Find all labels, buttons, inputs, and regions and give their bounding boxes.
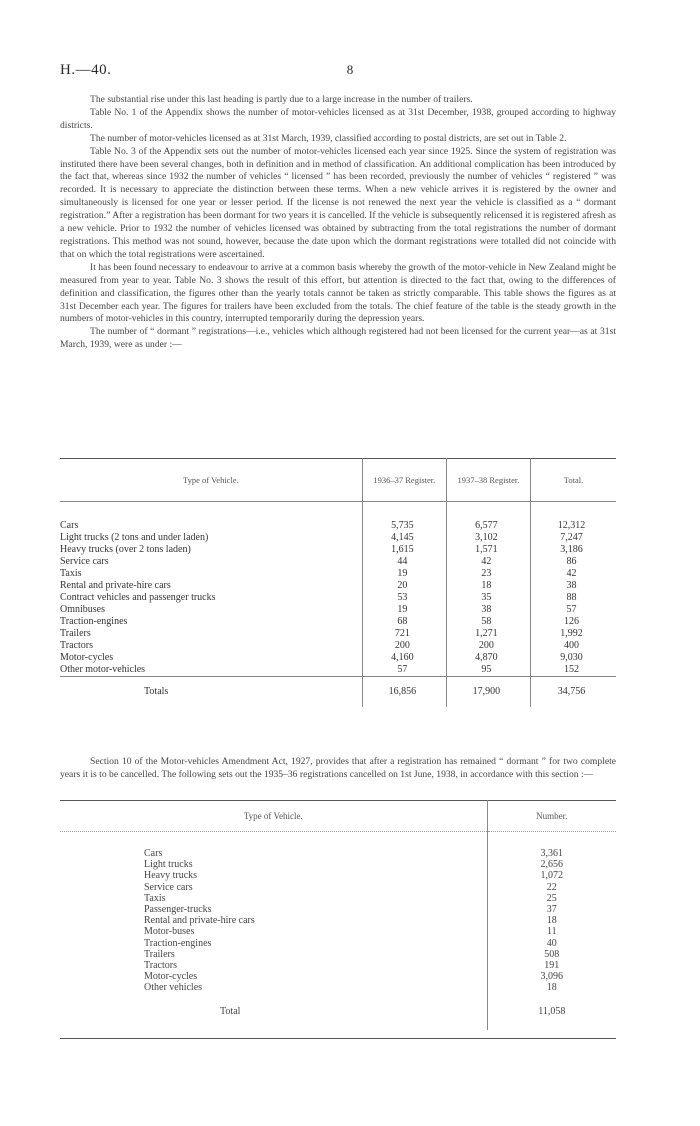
- vehicle-type: Cars: [60, 520, 79, 531]
- table-row: [60, 848, 616, 859]
- table-row: [60, 556, 616, 568]
- vehicle-type: Traction-engines: [60, 616, 128, 627]
- value-total: 88: [530, 592, 616, 604]
- value-1937-38: 23: [446, 568, 530, 580]
- table-row: [60, 628, 616, 640]
- table-row: [60, 904, 616, 915]
- table-row: [60, 859, 616, 870]
- table-row: [60, 915, 616, 926]
- table-header-row: [60, 801, 616, 832]
- value-total: 7,247: [530, 532, 616, 544]
- value-1936-37: 57: [362, 664, 446, 677]
- value-1937-38: 1,571: [446, 544, 530, 556]
- vehicle-count: 22: [487, 882, 616, 893]
- value-total: 400: [530, 640, 616, 652]
- value-1937-38: 3,102: [446, 532, 530, 544]
- value-1937-38: 18: [446, 580, 530, 592]
- intro-text: [60, 94, 616, 352]
- value-1937-38: 42: [446, 556, 530, 568]
- table-row: [60, 580, 616, 592]
- value-1937-38: 1,271: [446, 628, 530, 640]
- table-row: [60, 592, 616, 604]
- paragraph: The substantial rise under this last heading is partly due to a large increase in the number of trailers.: [90, 94, 473, 105]
- value-total: 1,992: [530, 628, 616, 640]
- totals-row: [60, 677, 616, 708]
- vehicle-type: Light trucks: [144, 859, 193, 871]
- dormant-registrations-table: [60, 458, 616, 707]
- table-row: [60, 616, 616, 628]
- value-total: 3,186: [530, 544, 616, 556]
- totals-1936-37: 16,856: [362, 677, 446, 708]
- vehicle-type: Rental and private-hire cars: [144, 915, 255, 927]
- total-label: Total: [220, 1006, 241, 1018]
- paragraph: The number of “ dormant ” registrations—i.e., vehicles which although registered had not been licensed for the current year—as at 31st March, 1939, were as under :—: [60, 326, 616, 351]
- value-total: 126: [530, 616, 616, 628]
- vehicle-count: 18: [487, 982, 616, 993]
- totals-total: 34,756: [530, 677, 616, 708]
- vehicle-count: 18: [487, 915, 616, 926]
- value-1936-37: 1,615: [362, 544, 446, 556]
- value-1937-38: 58: [446, 616, 530, 628]
- totals-1937-38: 17,900: [446, 677, 530, 708]
- bottom-rule: [60, 1038, 616, 1039]
- column-header-type: Type of Vehicle.: [60, 801, 487, 832]
- table-body: [60, 832, 616, 994]
- vehicle-count: 40: [487, 938, 616, 949]
- value-1936-37: 4,160: [362, 652, 446, 664]
- paragraph: Table No. 3 of the Appendix sets out the number of motor-vehicles licensed each year since 1925. Since the system of registration was instituted there have been several changes, both in definition and in method of classification. An additional complication has been introduced by the fact that, whereas since 1932 the number of vehicles “ licensed ” has been recorded, previously the number of vehicles “ registered ” was recorded. It is necessary to appreciate the distinction between these terms. When a new vehicle arrives it is registered by the owner and simultaneously is licensed for one year or lesser period. If the license is not renewed the next year the vehicle is classified as a “ dormant registration.” After a registration has been dormant for two years it is cancelled. If the vehicle is subsequently relicensed it is registered afresh as a new vehicle. Prior to 1932 the number of vehicles licensed was obtained by subtracting from the total registrations the number of dormant registrations. This method was not sound, however, because the date upon which the dormant registrations were totalled did not coincide with that on which the total registrations were ascertained.: [60, 145, 616, 260]
- column-header-1936-37: 1936–37 Register.: [362, 459, 446, 502]
- vehicle-type: Heavy trucks (over 2 tons laden): [60, 544, 191, 555]
- column-header-number: Number.: [487, 801, 616, 832]
- value-total: 38: [530, 580, 616, 592]
- page-header: [60, 62, 640, 82]
- vehicle-type: Taxis: [144, 892, 166, 904]
- value-1936-37: 5,735: [362, 520, 446, 532]
- vehicle-type: Motor-buses: [144, 926, 195, 938]
- value-1937-38: 6,577: [446, 520, 530, 532]
- column-header-type: Type of Vehicle.: [60, 459, 362, 502]
- paragraph: It has been found necessary to endeavour to arrive at a common basis whereby the growth of the motor-vehicle in New Zealand might be measured from year to year. Table No. 3 shows the result of this effort, but attention is directed to the fact that, owing to the differences of definition and classification, the figures other than the yearly totals cannot be taken as strictly comparable. This table shows the figures as at 31st December each year. The figures for trailers have been excluded from the totals. The chief feature of the table is the steady growth in the numbers of motor-vehicles in this country, interrupted temporarily during the depression years.: [60, 261, 616, 325]
- value-1937-38: 200: [446, 640, 530, 652]
- document-reference: H.—40.: [60, 62, 112, 78]
- vehicle-count: 2,656: [487, 859, 616, 870]
- value-total: 57: [530, 604, 616, 616]
- total-number: 11,058: [487, 994, 616, 1030]
- paragraph: Table No. 1 of the Appendix shows the number of motor-vehicles licensed as at 31st December, 1938, grouped according to highway districts.: [60, 106, 616, 131]
- vehicle-type: Heavy trucks: [144, 870, 198, 882]
- vehicle-type: Other vehicles: [144, 982, 203, 994]
- table-row: [60, 640, 616, 652]
- table-row: [60, 938, 616, 949]
- vehicle-type: Contract vehicles and passenger trucks: [60, 592, 216, 603]
- vehicle-count: 25: [487, 893, 616, 904]
- table-row: [60, 652, 616, 664]
- vehicle-type: Trailers: [60, 628, 91, 639]
- vehicle-type: Trailers: [144, 948, 175, 960]
- vehicle-type: Rental and private-hire cars: [60, 580, 171, 591]
- value-total: 152: [530, 664, 616, 677]
- vehicle-count: 1,072: [487, 870, 616, 881]
- vehicle-type: Cars: [144, 848, 163, 859]
- vehicle-type: Omnibuses: [60, 604, 105, 615]
- totals-label: Totals: [60, 677, 362, 708]
- column-header-total: Total.: [530, 459, 616, 502]
- paragraph: The number of motor-vehicles licensed as at 31st March, 1939, classified according to postal districts, are set out in Table 2.: [90, 132, 567, 144]
- value-total: 86: [530, 556, 616, 568]
- total-row: [60, 994, 616, 1030]
- table-row: [60, 870, 616, 881]
- vehicle-type: Light trucks (2 tons and under laden): [60, 532, 209, 543]
- cancelled-registrations-table: [60, 800, 616, 1030]
- vehicle-type: Service cars: [60, 556, 109, 567]
- value-1936-37: 4,145: [362, 532, 446, 544]
- section-10-text: [60, 756, 616, 782]
- table-row: [60, 520, 616, 532]
- table-row: [60, 882, 616, 893]
- value-1936-37: 20: [362, 580, 446, 592]
- vehicle-type: Motor-cycles: [60, 652, 114, 663]
- vehicle-count: 3,096: [487, 971, 616, 982]
- table-row: [60, 960, 616, 971]
- value-1937-38: 95: [446, 664, 530, 677]
- value-1937-38: 4,870: [446, 652, 530, 664]
- value-total: 12,312: [530, 520, 616, 532]
- value-1936-37: 721: [362, 628, 446, 640]
- table-row: [60, 604, 616, 616]
- page-number: 8: [346, 62, 354, 77]
- vehicle-type: Passenger-trucks: [144, 904, 212, 916]
- table-row: [60, 926, 616, 937]
- column-header-1937-38: 1937–38 Register.: [446, 459, 530, 502]
- value-1936-37: 53: [362, 592, 446, 604]
- value-1936-37: 19: [362, 604, 446, 616]
- vehicle-count: 11: [487, 926, 616, 937]
- value-total: 9,030: [530, 652, 616, 664]
- vehicle-type: Service cars: [144, 881, 193, 893]
- table-row: [60, 971, 616, 982]
- vehicle-type: Tractors: [144, 960, 177, 972]
- vehicle-count: 508: [487, 949, 616, 960]
- table-row: [60, 544, 616, 556]
- value-total: 42: [530, 568, 616, 580]
- vehicle-type: Motor-cycles: [144, 971, 198, 983]
- vehicle-type: Taxis: [60, 568, 82, 579]
- vehicle-type: Tractors: [60, 640, 93, 651]
- table-row: [60, 949, 616, 960]
- table-row: [60, 568, 616, 580]
- value-1936-37: 44: [362, 556, 446, 568]
- table-body: [60, 502, 616, 677]
- table-row: [60, 982, 616, 993]
- table-row: [60, 532, 616, 544]
- vehicle-type: Other motor-vehicles: [60, 664, 146, 675]
- vehicle-count: 191: [487, 960, 616, 971]
- table-header-row: [60, 459, 616, 502]
- value-1936-37: 19: [362, 568, 446, 580]
- value-1937-38: 38: [446, 604, 530, 616]
- table-row: [60, 893, 616, 904]
- vehicle-count: 3,361: [487, 848, 616, 859]
- paragraph: Section 10 of the Motor-vehicles Amendment Act, 1927, provides that after a registration has remained “ dormant ” for two complete years it is to be cancelled. The following sets out the 1935–36 registrations cancelled on 1st June, 1938, in accordance with this section :—: [60, 756, 616, 780]
- value-1937-38: 35: [446, 592, 530, 604]
- vehicle-type: Traction-engines: [144, 937, 212, 949]
- vehicle-count: 37: [487, 904, 616, 915]
- table-row: [60, 664, 616, 677]
- value-1936-37: 200: [362, 640, 446, 652]
- value-1936-37: 68: [362, 616, 446, 628]
